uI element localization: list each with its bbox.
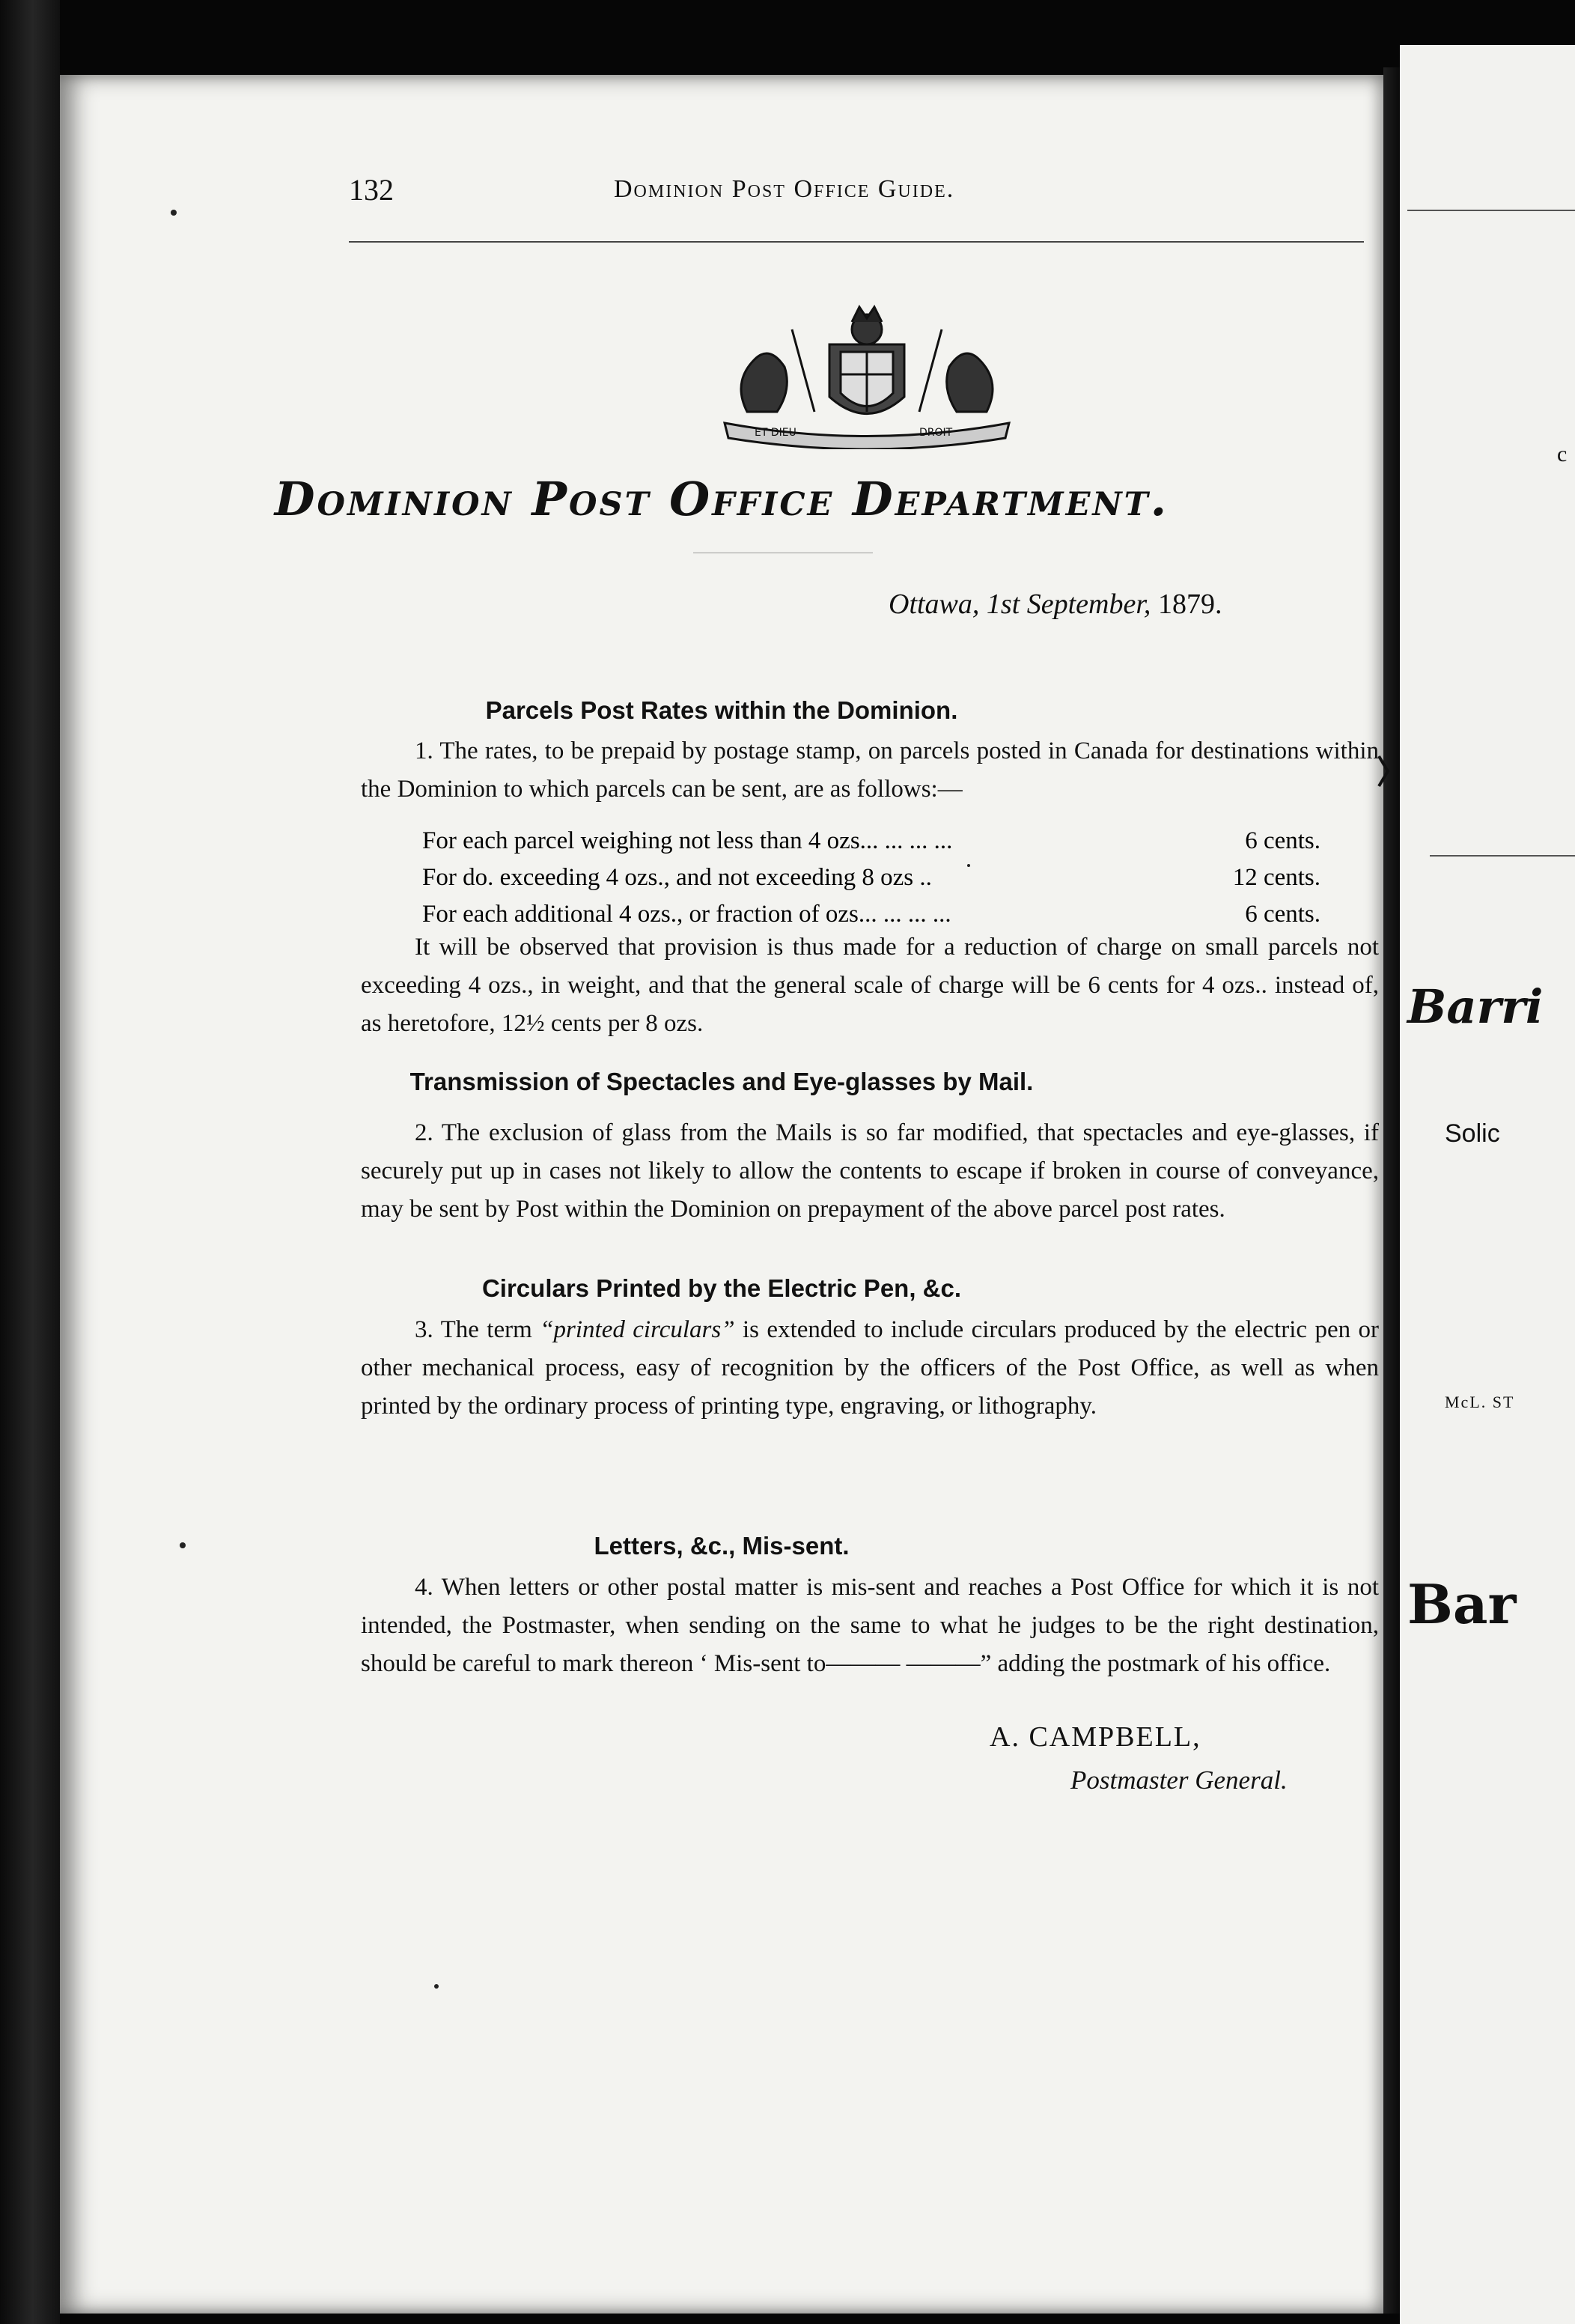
rate-amount: 12 cents.	[1232, 864, 1320, 891]
paragraph-3-circulars	[361, 1311, 1379, 1426]
book-page	[60, 75, 1383, 2314]
adjacent-page-rule	[1430, 855, 1575, 857]
department-title: Dominion Post Office Department.	[274, 472, 1169, 526]
header-rule	[349, 241, 1364, 243]
adjacent-page-fragment: Bar	[1407, 1572, 1517, 1636]
page-clip-mark	[1377, 749, 1397, 794]
paragraph-3-rest: is extended to include circulars produced by the electric pen or other mechanical process, easy of recognition by the officers of the Post Office, as well as when printed by the ordinary process of printing type, engraving, or lithography.	[361, 1316, 1379, 1420]
signature-title: Postmaster General.	[1070, 1765, 1288, 1795]
paragraph-2-spectacles: 2. The exclusion of glass from the Mails is so far modified, that spectacles and eye-glasses, if securely put up in cases not likely to allow the contents to escape if broken in course of conveyance, may be sent by Post within the Dominion on prepayment of the above parcel post rates.	[361, 1119, 1379, 1223]
book-binding-gutter	[0, 0, 60, 2324]
adjacent-page-fragment: c	[1557, 442, 1568, 466]
adjacent-page-fragment: Solic	[1445, 1119, 1500, 1148]
ink-speck	[180, 1542, 186, 1548]
dateline-year: 1879.	[1157, 588, 1222, 620]
coat-of-arms-emblem	[702, 299, 1032, 449]
paragraph-1-note: It will be observed that provision is thus made for a reduction of charge on small parcels not exceeding 4 ozs., in weight, and that the general scale of charge will be 6 cents for 4 ozs.. instead of, as heretofore, 12½ cents per 8 ozs.	[361, 934, 1379, 1037]
dateline-place-date: Ottawa, 1st September,	[889, 588, 1151, 620]
ink-speck	[171, 210, 177, 216]
rate-amount: 6 cents.	[1245, 901, 1320, 928]
adjacent-page-fragment: McL. ST	[1445, 1393, 1515, 1411]
adjacent-page-fragment: Barri	[1407, 979, 1544, 1034]
rate-description: For each parcel weighing not less than 4 ozs... ... ... ...	[422, 827, 953, 854]
ink-speck	[967, 864, 970, 867]
heading-missent: Letters, &c., Mis-sent.	[594, 1532, 850, 1560]
dateline	[889, 588, 1222, 621]
printed-circulars-term: “printed circulars”	[540, 1316, 735, 1343]
paragraph-1-rates: 1. The rates, to be prepaid by postage stamp, on parcels posted in Canada for destinations within the Dominion to which parcels can be sent, are as follows:—	[361, 737, 1379, 803]
adjacent-page-rule	[1407, 210, 1575, 211]
rate-description: For do. exceeding 4 ozs., and not exceeding 8 ozs ..	[422, 864, 932, 891]
paragraph-3-lead: 3. The term	[415, 1316, 540, 1343]
heading-parcels-post-rates: Parcels Post Rates within the Dominion.	[485, 696, 958, 724]
running-head-title: Dominion Post Office Guide.	[614, 175, 955, 203]
page-edge-shadow	[1383, 67, 1400, 2314]
motto-text-1: ET DIEU	[755, 427, 796, 439]
motto-text-2: DROIT	[919, 427, 953, 439]
rate-description: For each additional 4 ozs., or fraction of ozs... ... ... ...	[422, 901, 951, 928]
adjacent-page	[1400, 45, 1575, 2324]
signature-name: A. CAMPBELL,	[990, 1721, 1201, 1753]
heading-spectacles: Transmission of Spectacles and Eye-glasses by Mail.	[409, 1068, 1034, 1095]
heading-circulars: Circulars Printed by the Electric Pen, &c.	[481, 1274, 962, 1302]
rate-amount: 6 cents.	[1245, 827, 1320, 854]
paragraph-4-missent: 4. When letters or other postal matter is mis-sent and reaches a Post Office for which it is not intended, the Postmaster, when sending on the same to what he judges to be the right destination, should be careful to mark thereon ‘ Mis-sent to——— ———” adding the postmark of his office.	[361, 1574, 1379, 1677]
page-number: 132	[349, 173, 394, 207]
ink-speck	[434, 1984, 439, 1989]
